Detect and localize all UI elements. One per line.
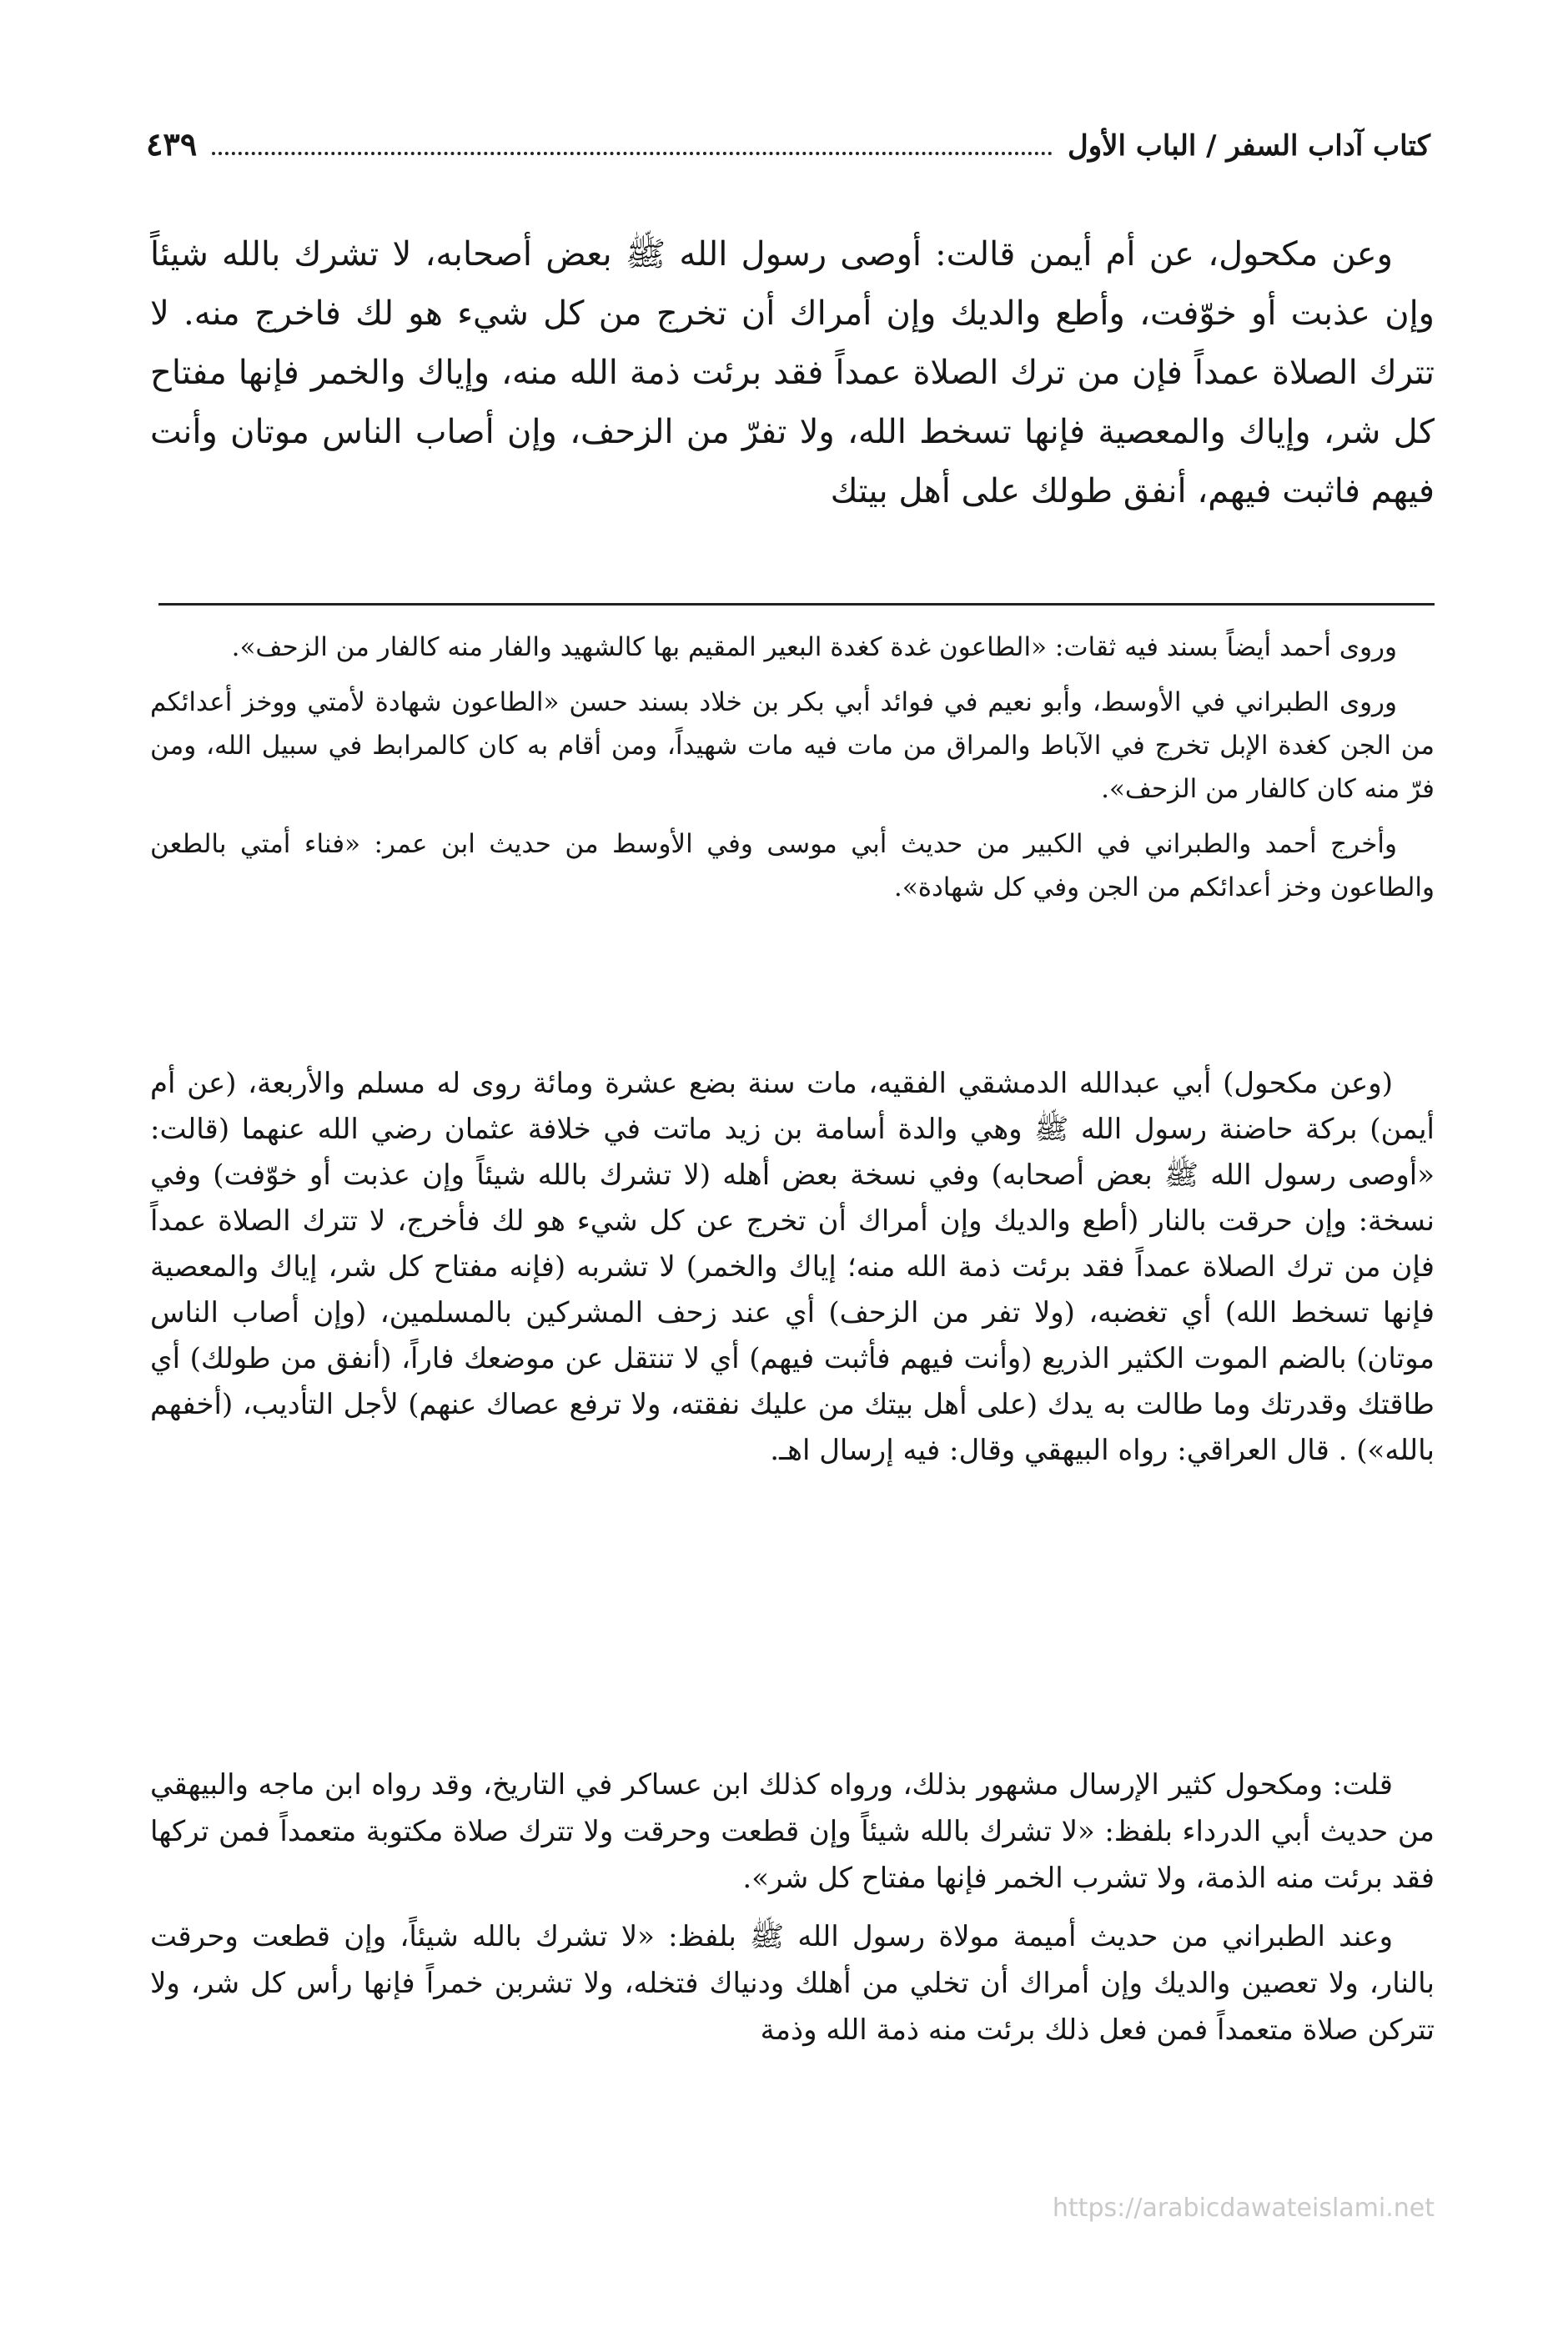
- commentary-paragraph: قلت: ومكحول كثير الإرسال مشهور بذلك، ورواه كذلك ابن عساكر في التاريخ، وقد رواه ابن ماجه والبيهقي من حديث أبي الدرداء بلفظ: «لا تشرك بالله شيئاً وإن قطعت وحرقت ولا تترك صلاة مكتوبة متعمداً فمن تركها فقد برئت منه الذمة، ولا تشرب الخمر فإنها مفتاح كل شر».: [150, 1768, 1435, 1895]
- footnote-paragraph: وروى أحمد أيضاً بسند فيه ثقات: «الطاعون غدة كغدة البعير المقيم بها كالشهيد والفار منه كالفار من الزحف».: [231, 632, 1397, 662]
- commentary-paragraph: وعند الطبراني من حديث أميمة مولاة رسول الله ﷺ بلفظ: «لا تشرك بالله شيئاً، وإن قطعت وحرقت بالنار، ولا تعصين والديك وإن أمراك أن تخلي من أهلك ودنياك فتخله، ولا تشربن خمراً فإنها رأس كل شر، ولا تتركن صلاة متعمداً فمن فعل ذلك برئت منه ذمة الله وذمة: [150, 1920, 1435, 2047]
- running-header: [146, 125, 1430, 175]
- footnote-paragraph: وأخرج أحمد والطبراني في الكبير من حديث أبي موسى وفي الأوسط من حديث ابن عمر: «فناء أمتي بالطعن والطاعون وخز أعدائكم من الجن وفي كل شهادة».: [150, 829, 1435, 902]
- footnotes: [150, 626, 1435, 921]
- footnote-divider: [158, 603, 1435, 606]
- header-dot-leader: [212, 132, 1053, 155]
- main-paragraph: وعن مكحول، عن أم أيمن قالت: أوصى رسول الله ﷺ بعض أصحابه، لا تشرك بالله شيئاً وإن عذبت أو خوّفت، وأطع والديك وإن أمراك أن تخرج من كل شيء هو لك فاخرج منه. لا تترك الصلاة عمداً فإن من ترك الصلاة عمداً فقد برئت ذمة الله منه، وإياك والخمر فإنها مفتاح كل شر، وإياك والمعصية فإنها تسخط الله، ولا تفرّ من الزحف، وإن أصاب الناس موتان وأنت فيهم فاثبت فيهم، أنفق طولك على أهل بيتك: [150, 235, 1435, 510]
- commentary-paragraph: (وعن مكحول) أبي عبدالله الدمشقي الفقيه، مات سنة بضع عشرة ومائة روى له مسلم والأربعة، (عن أم أيمن) بركة حاضنة رسول الله ﷺ وهي والدة أسامة بن زيد ماتت في خلافة عثمان رضي الله عنهما (قالت: «أوصى رسول الله ﷺ بعض أصحابه) وفي نسخة بعض أهله (لا تشرك بالله شيئاً وإن عذبت أو خوّفت) وفي نسخة: وإن حرقت بالنار (أطع والديك وإن أمراك أن تخرج عن كل شيء هو لك فأخرج، لا تترك الصلاة عمداً فإن من ترك الصلاة عمداً فقد برئت ذمة الله منه؛ إياك والخمر) لا تشربه (فإنه مفتاح كل شر، إياك والمعصية فإنها تسخط الله) أي تغضبه، (ولا تفر من الزحف) أي عند زحف المشركين بالمسلمين، (وإن أصاب الناس موتان) بالضم الموت الكثير الذريع (وأنت فيهم فأثبت فيهم) أي لا تنتقل عن موضعك فاراً، (أنفق من طولك) أي طاقتك وقدرتك وما طالت به يدك (على أهل بيتك من عليك نفقته، ولا ترفع عصاك عنهم) لأجل التأديب، (أخفهم بالله») . قال العراقي: رواه البيهقي وقال: فيه إرسال اهـ.: [150, 1067, 1435, 1467]
- main-text: [150, 225, 1435, 521]
- watermark-url: https://arabicdawateislami.net: [1052, 2194, 1435, 2223]
- header-title: كتاب آداب السفر / الباب الأول: [1068, 129, 1430, 163]
- commentary-continued: [150, 1762, 1435, 2065]
- page-number: ٤٣٩: [146, 125, 198, 163]
- footnote-paragraph: وروى الطبراني في الأوسط، وأبو نعيم في فوائد أبي بكر بن خلاد بسند حسن «الطاعون شهادة لأمتي ووخز أعدائكم من الجن كغدة الإبل تخرج في الآباط والمراق من مات فيه مات شهيداً، ومن أقام به كان كالمرابط في سبيل الله، ومن فرّ منه كان كالفار من الزحف».: [150, 687, 1435, 804]
- commentary: [150, 1061, 1435, 1485]
